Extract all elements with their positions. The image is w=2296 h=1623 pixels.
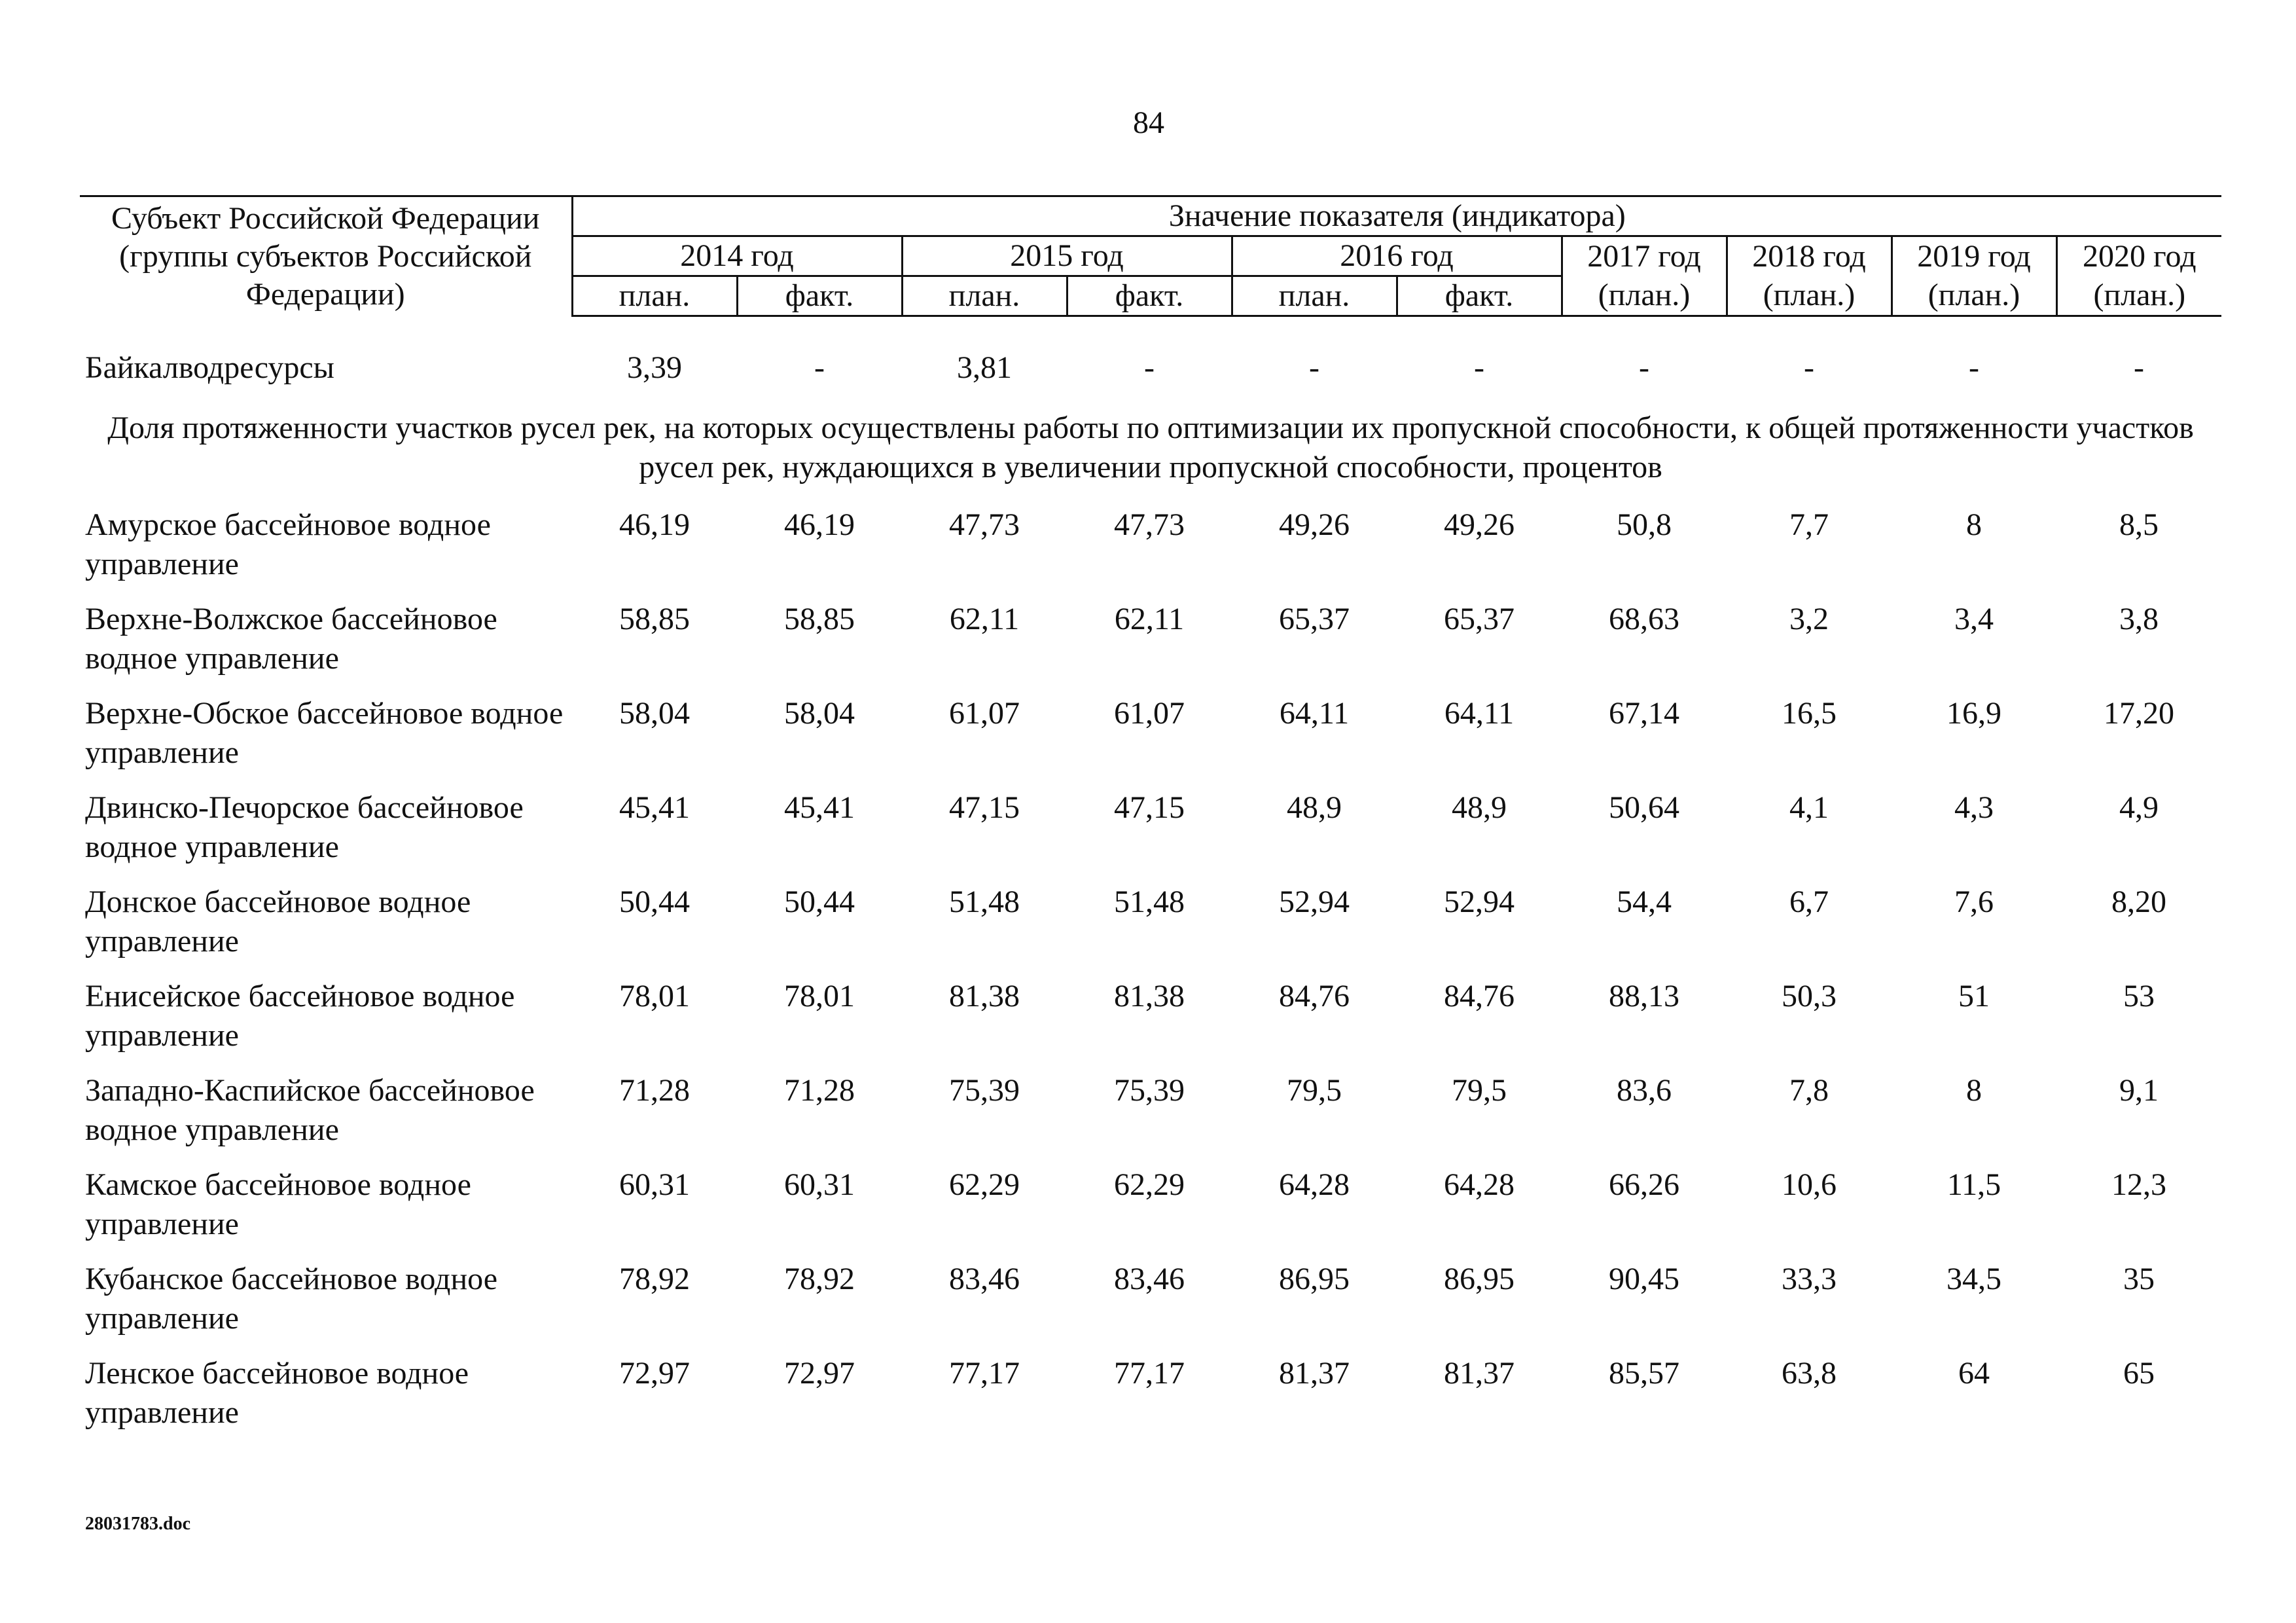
table-row-baikal: [80, 348, 2221, 403]
table-row: [80, 883, 2221, 977]
cell-value: 83,46: [949, 1262, 1020, 1296]
year-header-2018: 2018 год: [1727, 236, 1892, 276]
cell-value: 7,8: [1789, 1073, 1829, 1108]
cell-value: 83,46: [1114, 1262, 1185, 1296]
cell-value: 52,94: [1279, 884, 1350, 919]
cell-value: 77,17: [949, 1356, 1020, 1391]
cell-value: 47,73: [1114, 507, 1185, 542]
year-header-2017: 2017 год: [1562, 236, 1727, 276]
cell-value: 90,45: [1609, 1262, 1679, 1296]
cell-value: 71,28: [784, 1073, 855, 1108]
cell-value: 48,9: [1287, 790, 1342, 825]
cell-value: 54,4: [1617, 884, 1672, 919]
sub-header-plan: план.: [1232, 276, 1397, 316]
cell-value: 50,8: [1617, 507, 1672, 542]
cell-value: 3,4: [1954, 602, 1994, 636]
table-row: [80, 600, 2221, 694]
cell-value: -: [1309, 350, 1319, 385]
row-name: Енисейское бассейновое водное управление: [85, 979, 515, 1053]
cell-value: 11,5: [1946, 1167, 2001, 1202]
cell-value: -: [1804, 350, 1814, 385]
year-header-2015: 2015 год: [902, 236, 1232, 276]
cell-value: 75,39: [949, 1073, 1020, 1108]
cell-value: 4,3: [1954, 790, 1994, 825]
cell-value: 8,5: [2119, 507, 2159, 542]
cell-value: 68,63: [1609, 602, 1679, 636]
subject-column-header: Субъект Российской Федерации (группы субъектов Российской Федерации): [80, 196, 572, 316]
sub-header-fact: факт.: [1067, 276, 1232, 316]
cell-value: 47,15: [1114, 790, 1185, 825]
cell-value: 3,39: [627, 350, 682, 385]
cell-value: 58,85: [784, 602, 855, 636]
cell-value: 65,37: [1279, 602, 1350, 636]
cell-value: 45,41: [619, 790, 690, 825]
cell-value: 75,39: [1114, 1073, 1185, 1108]
cell-value: 65,37: [1444, 602, 1515, 636]
cell-value: 4,9: [2119, 790, 2159, 825]
sub-header-plan: план.: [572, 276, 737, 316]
cell-value: 50,3: [1782, 979, 1837, 1013]
row-name: Камское бассейновое водное управление: [85, 1167, 471, 1241]
sub-header-fact: факт.: [737, 276, 902, 316]
row-name: Кубанское бассейновое водное управление: [85, 1262, 498, 1336]
cell-value: 16,9: [1946, 696, 2001, 731]
table-row: [80, 788, 2221, 883]
indicator-table: [80, 195, 2221, 1448]
cell-value: 33,3: [1782, 1262, 1837, 1296]
row-name: Ленское бассейновое водное управление: [85, 1356, 469, 1430]
cell-value: 72,97: [784, 1356, 855, 1391]
cell-value: 58,04: [784, 696, 855, 731]
cell-value: 77,17: [1114, 1356, 1185, 1391]
cell-value: 46,19: [619, 507, 690, 542]
cell-value: 49,26: [1444, 507, 1515, 542]
cell-value: 8,20: [2111, 884, 2167, 919]
sub-header-plan-2018: (план.): [1727, 276, 1892, 316]
cell-value: 62,11: [1114, 602, 1185, 636]
sub-header-plan-2020: (план.): [2056, 276, 2221, 316]
sub-header-plan-2017: (план.): [1562, 276, 1727, 316]
cell-value: 78,92: [784, 1262, 855, 1296]
row-name: Верхне-Волжское бассейновое водное управление: [85, 602, 497, 676]
cell-value: 58,04: [619, 696, 690, 731]
cell-value: 7,6: [1954, 884, 1994, 919]
cell-value: 17,20: [2104, 696, 2175, 731]
cell-value: 60,31: [784, 1167, 855, 1202]
cell-value: 64: [1958, 1356, 1990, 1391]
cell-value: 6,7: [1789, 884, 1829, 919]
cell-value: 10,6: [1782, 1167, 1837, 1202]
table-row: [80, 1071, 2221, 1165]
cell-value: 50,44: [619, 884, 690, 919]
cell-value: 9,1: [2119, 1073, 2159, 1108]
table-body: [80, 316, 2221, 1449]
cell-value: -: [1969, 350, 1979, 385]
year-header-2019: 2019 год: [1892, 236, 2056, 276]
section-title: Доля протяженности участков русел рек, на которых осуществлены работы по оптимизации их пропускной способности, к общей протяженности участков русел рек, нуждающихся в увеличении пропускной способности, процентов: [107, 410, 2194, 484]
row-name: Двинско-Печорское бассейновое водное управление: [85, 790, 524, 864]
cell-value: 71,28: [619, 1073, 690, 1108]
page-number: 84: [1133, 105, 1164, 140]
cell-value: 60,31: [619, 1167, 690, 1202]
cell-value: 35: [2123, 1262, 2155, 1296]
row-name: Донское бассейновое водное управление: [85, 884, 471, 958]
cell-value: 63,8: [1782, 1356, 1837, 1391]
cell-value: 48,9: [1452, 790, 1507, 825]
cell-value: 51: [1958, 979, 1990, 1013]
cell-value: 50,64: [1609, 790, 1679, 825]
cell-value: 78,92: [619, 1262, 690, 1296]
cell-value: 66,26: [1609, 1167, 1679, 1202]
cell-value: 53: [2123, 979, 2155, 1013]
cell-value: 61,07: [949, 696, 1020, 731]
cell-value: 86,95: [1444, 1262, 1515, 1296]
cell-value: 51,48: [949, 884, 1020, 919]
row-name: Байкалводресурсы: [85, 350, 334, 385]
cell-value: 72,97: [619, 1356, 690, 1391]
cell-value: -: [2134, 350, 2145, 385]
section-title-row: [80, 403, 2221, 505]
cell-value: 84,76: [1279, 979, 1350, 1013]
cell-value: 78,01: [619, 979, 690, 1013]
cell-value: 8: [1966, 1073, 1982, 1108]
cell-value: 45,41: [784, 790, 855, 825]
cell-value: 85,57: [1609, 1356, 1679, 1391]
cell-value: 34,5: [1946, 1262, 2001, 1296]
cell-value: 78,01: [784, 979, 855, 1013]
table-header: [80, 196, 2221, 316]
cell-value: 64,11: [1279, 696, 1350, 731]
cell-value: 7,7: [1789, 507, 1829, 542]
row-name: Верхне-Обское бассейновое водное управление: [85, 696, 564, 770]
cell-value: 3,2: [1789, 602, 1829, 636]
cell-value: 62,29: [949, 1167, 1020, 1202]
cell-value: 51,48: [1114, 884, 1185, 919]
cell-value: 8: [1966, 507, 1982, 542]
table-row: [80, 694, 2221, 788]
cell-value: 47,15: [949, 790, 1020, 825]
cell-value: 62,29: [1114, 1167, 1185, 1202]
cell-value: 50,44: [784, 884, 855, 919]
cell-value: -: [1474, 350, 1484, 385]
sub-header-plan: план.: [902, 276, 1067, 316]
cell-value: 81,38: [949, 979, 1020, 1013]
cell-value: 46,19: [784, 507, 855, 542]
cell-value: 79,5: [1452, 1073, 1507, 1108]
cell-value: 64,28: [1279, 1167, 1350, 1202]
row-name: Амурское бассейновое водное управление: [85, 507, 491, 581]
sub-header-plan-2019: (план.): [1892, 276, 2056, 316]
cell-value: -: [814, 350, 825, 385]
cell-value: 58,85: [619, 602, 690, 636]
cell-value: 64,11: [1444, 696, 1515, 731]
cell-value: 79,5: [1287, 1073, 1342, 1108]
cell-value: 4,1: [1789, 790, 1829, 825]
year-header-2014: 2014 год: [572, 236, 902, 276]
table-row: [80, 1260, 2221, 1354]
cell-value: 64,28: [1444, 1167, 1515, 1202]
sub-header-fact: факт.: [1397, 276, 1562, 316]
cell-value: 49,26: [1279, 507, 1350, 542]
cell-value: 47,73: [949, 507, 1020, 542]
year-header-2016: 2016 год: [1232, 236, 1562, 276]
table-row: [80, 977, 2221, 1071]
cell-value: 61,07: [1114, 696, 1185, 731]
cell-value: 3,81: [957, 350, 1012, 385]
table-row: [80, 1165, 2221, 1260]
document-code: 28031783.doc: [85, 1514, 190, 1534]
cell-value: 3,8: [2119, 602, 2159, 636]
cell-value: 81,37: [1444, 1356, 1515, 1391]
table-row: [80, 1354, 2221, 1448]
cell-value: 65: [2123, 1356, 2155, 1391]
cell-value: 12,3: [2111, 1167, 2167, 1202]
table-row: [80, 505, 2221, 600]
cell-value: -: [1639, 350, 1649, 385]
cell-value: 52,94: [1444, 884, 1515, 919]
cell-value: 62,11: [949, 602, 1020, 636]
year-header-2020: 2020 год: [2083, 238, 2197, 274]
indicator-value-header: Значение показателя (индикатора): [572, 196, 2221, 236]
cell-value: 86,95: [1279, 1262, 1350, 1296]
cell-value: 84,76: [1444, 979, 1515, 1013]
cell-value: 83,6: [1617, 1073, 1672, 1108]
cell-value: -: [1144, 350, 1155, 385]
cell-value: 81,37: [1279, 1356, 1350, 1391]
cell-value: 16,5: [1782, 696, 1837, 731]
cell-value: 88,13: [1609, 979, 1679, 1013]
row-name: Западно-Каспийское бассейновое водное управление: [85, 1073, 535, 1147]
cell-value: 81,38: [1114, 979, 1185, 1013]
cell-value: 67,14: [1609, 696, 1679, 731]
